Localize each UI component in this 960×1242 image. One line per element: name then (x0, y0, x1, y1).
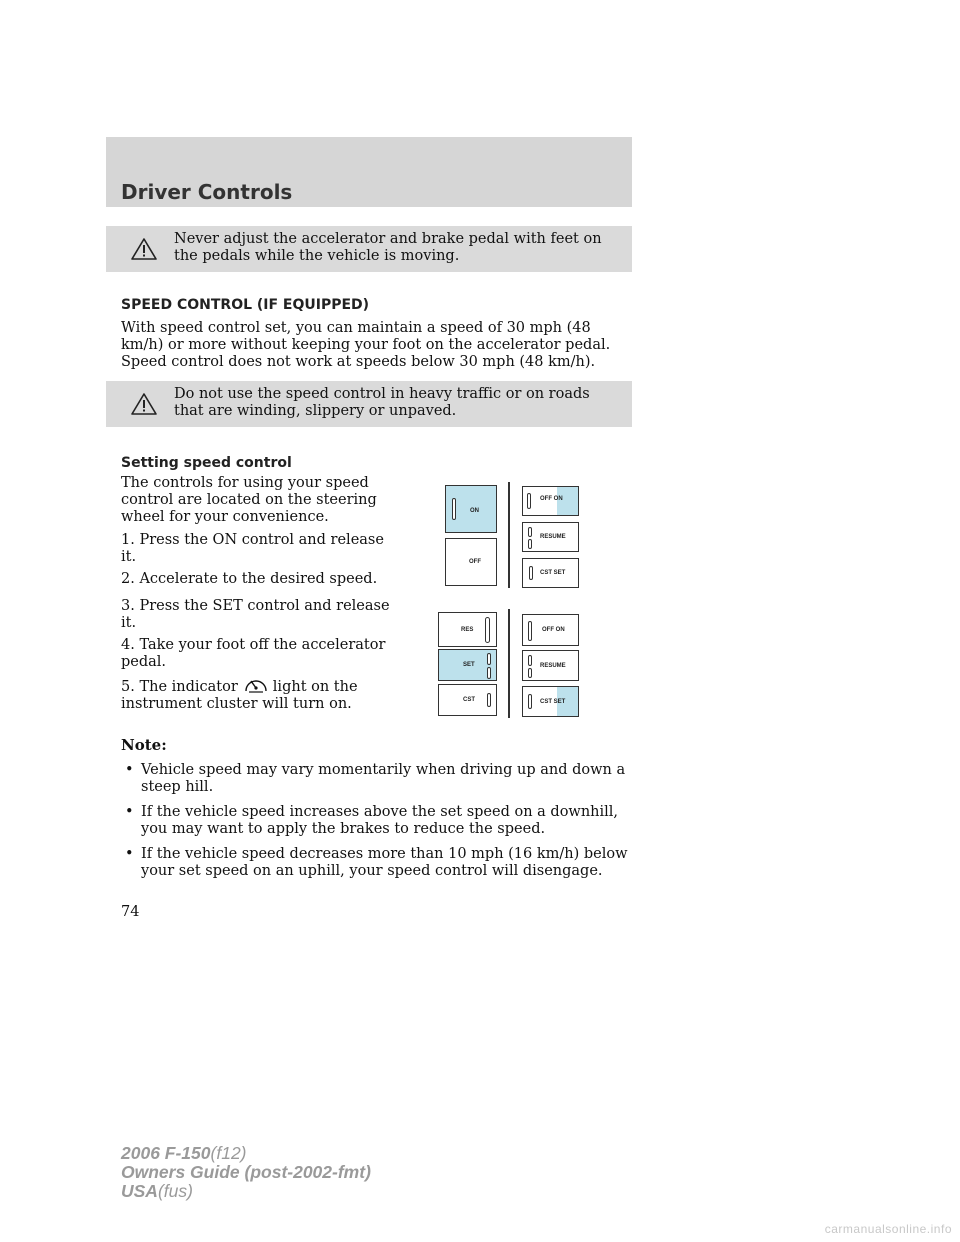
resume-label: RESUME (540, 534, 566, 540)
switch-pill (487, 693, 491, 707)
warning-box (106, 226, 632, 272)
speedometer-indicator-icon (241, 676, 271, 694)
bullet: • (125, 846, 134, 862)
switch-pill (487, 653, 491, 665)
cst-label: CST (463, 697, 475, 703)
set-control-diagram (438, 649, 497, 681)
off-on-control-diagram (522, 486, 579, 516)
step-1: 1. Press the ON control and release it. (121, 532, 384, 565)
switch-pill (452, 498, 456, 520)
cst-set-control-diagram (522, 558, 579, 588)
on-control-button-diagram (445, 485, 497, 533)
document-footer: 2006 F-150(f12) Owners Guide (post-2002-fmt) USA(fus) (121, 1143, 371, 1201)
step-3: 3. Press the SET control and release it. (121, 598, 390, 631)
switch-pill (528, 694, 532, 709)
section-title: Driver Controls (121, 180, 293, 204)
list-item: • Vehicle speed may vary momentarily when driving up and down a steep hill. (125, 762, 626, 795)
speed-control-intro: With speed control set, you can maintain a speed of 30 mph (48 km/h) or more without keeping your foot on the accelerator pedal. Speed control does not work at speeds below 30 mph (48 km/h). (121, 320, 611, 370)
watermark: carmanualsonline.info (824, 1222, 952, 1236)
diagram-divider (508, 482, 510, 588)
warning-text: Never adjust the accelerator and brake pedal with feet on the pedals while the vehicle is moving. (174, 231, 602, 264)
res-control-diagram (438, 612, 497, 647)
list-item: • If the vehicle speed decreases more than 10 mph (16 km/h) below your set speed on an uphill, your speed control will disengage. (125, 846, 628, 879)
step-5-prefix: 5. The indicator (121, 679, 238, 695)
setting-heading: Setting speed control (121, 455, 292, 471)
switch-pill (528, 539, 532, 549)
switch-pill (529, 566, 533, 580)
note-heading: Note: (121, 736, 167, 754)
bullet: • (125, 762, 134, 778)
step-4: 4. Take your foot off the accelerator pedal. (121, 637, 386, 670)
cst-set-label: CST SET (540, 699, 566, 705)
resume-label: RESUME (540, 663, 566, 669)
switch-pill (487, 667, 491, 679)
step-2: 2. Accelerate to the desired speed. (121, 571, 378, 587)
off-control-button-diagram (445, 538, 497, 586)
speed-control-heading: SPEED CONTROL (IF EQUIPPED) (121, 297, 370, 313)
warning-text: Do not use the speed control in heavy traffic or on roads that are winding, slippery or unpaved. (174, 386, 590, 419)
switch-pill (528, 527, 532, 537)
off-on-control-diagram (522, 614, 579, 646)
warning-triangle-icon (130, 392, 158, 416)
bullet: • (125, 804, 134, 820)
step-5 (121, 676, 396, 713)
step-5-suffix: light on the instrument cluster will turn on. (121, 679, 358, 712)
warning-triangle-icon (130, 237, 158, 261)
cst-control-diagram (438, 684, 497, 716)
setting-intro: The controls for using your speed control are located on the steering wheel for your convenience. (121, 475, 377, 525)
cst-set-label: CST SET (540, 570, 566, 576)
res-label: RES (461, 627, 474, 633)
cst-set-control-diagram (522, 686, 579, 717)
switch-pill (528, 668, 532, 678)
resume-control-diagram (522, 650, 579, 681)
warning-box (106, 381, 632, 427)
switch-pill (528, 655, 532, 666)
list-item: • If the vehicle speed increases above the set speed on a downhill, you may want to apply the brakes to reduce the speed. (125, 804, 619, 837)
on-label: ON (470, 508, 479, 514)
off-on-label: OFF ON (542, 627, 565, 633)
switch-pill (485, 617, 490, 643)
resume-control-diagram (522, 522, 579, 552)
set-label: SET (463, 662, 475, 668)
diagram-divider (508, 609, 510, 718)
page-number: 74 (121, 904, 140, 920)
off-label: OFF (469, 559, 481, 565)
switch-pill (528, 621, 532, 641)
off-on-label: OFF ON (540, 496, 563, 502)
note-list (121, 762, 641, 888)
switch-pill (527, 493, 531, 509)
